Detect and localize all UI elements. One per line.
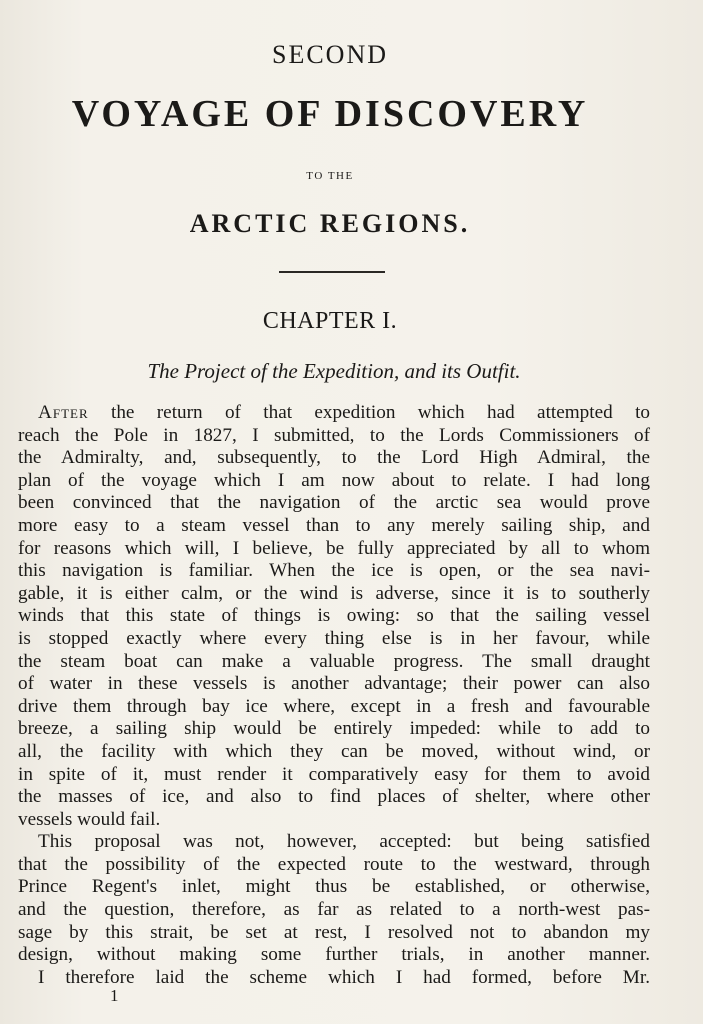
title-divider — [279, 271, 385, 273]
body-line: is stopped exactly where every thing else is in her favour, while — [18, 627, 650, 649]
body-line: drive them through bay ice where, except in a fresh and favourable — [18, 695, 650, 717]
body-line — [18, 402, 650, 425]
body-line: all, the facility with which they can be moved, without wind, or — [18, 740, 650, 762]
drop-word: After — [38, 402, 89, 423]
body-line: plan of the voyage which I am now about to relate. I had long — [18, 469, 650, 491]
body-line: for reasons which will, I believe, be fully appreciated by all to whom — [18, 537, 650, 559]
body-line: This proposal was not, however, accepted: but being satisfied — [38, 831, 650, 853]
body-line: gable, it is either calm, or the wind is adverse, since it is to southerly — [18, 582, 650, 604]
body-line: Prince Regent's inlet, might thus be established, or otherwise, — [18, 876, 650, 898]
title-line-to-the: TO THE — [306, 170, 354, 182]
body-line: breeze, a sailing ship would be entirely impeded: while to add to — [18, 718, 650, 740]
body-line: this navigation is familiar. When the ice is open, or the sea navi- — [18, 560, 650, 582]
body-line: winds that this state of things is owing: so that the sailing vessel — [18, 605, 650, 627]
body-line: I therefore laid the scheme which I had formed, before Mr. — [38, 966, 650, 988]
chapter-heading: CHAPTER I. — [262, 308, 398, 334]
body-line: the masses of ice, and also to find places of shelter, where other — [18, 786, 650, 808]
body-line: design, without making some further trials, in another manner. — [18, 944, 650, 966]
body-line: vessels would fail. — [18, 808, 161, 830]
body-line: reach the Pole in 1827, I submitted, to the Lords Commissioners of — [18, 424, 650, 446]
body-line: in spite of it, must render it comparatively easy for them to avoid — [18, 763, 650, 785]
title-line-voyage: VOYAGE OF DISCOVERY — [71, 93, 589, 135]
body-line: the Admiralty, and, subsequently, to the Lord High Admiral, the — [18, 447, 650, 469]
chapter-subtitle: The Project of the Expedition, and its Outfit. — [147, 359, 521, 383]
body-line: sage by this strait, be set at rest, I resolved not to abandon my — [18, 921, 650, 943]
body-line-text: the return of that expedition which had attempted to — [88, 402, 650, 423]
page-number: 1 — [110, 986, 119, 1005]
title-line-arctic: ARCTIC REGIONS. — [189, 209, 471, 238]
body-line: the steam boat can make a valuable progress. The small draught — [18, 650, 650, 672]
body-line: of water in these vessels is another advantage; their power can also — [18, 673, 650, 695]
body-text — [18, 402, 650, 989]
body-line: that the possibility of the expected route to the westward, through — [18, 853, 650, 875]
body-line: more easy to a steam vessel than to any merely sailing ship, and — [18, 514, 650, 536]
body-line: and the question, therefore, as far as related to a north-west pas- — [18, 899, 650, 921]
title-line-second: SECOND — [271, 40, 388, 69]
body-line: been convinced that the navigation of the arctic sea would prove — [18, 492, 650, 514]
